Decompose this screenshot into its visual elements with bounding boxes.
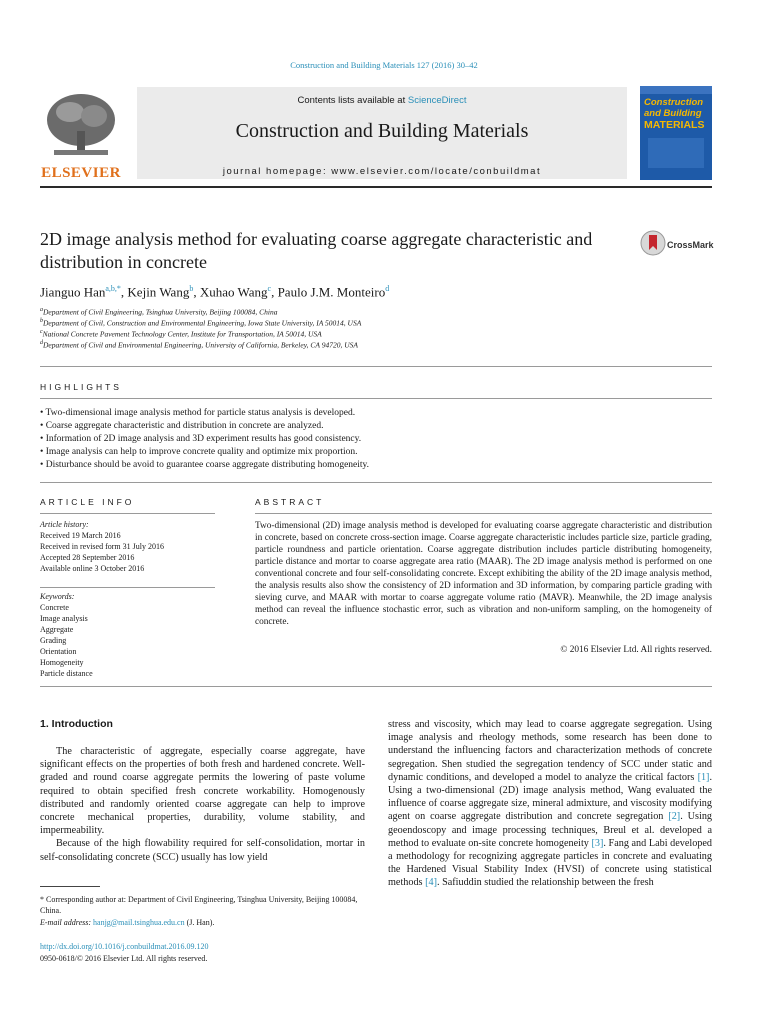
history-line: Accepted 28 September 2016 [40, 553, 135, 562]
section-rule [40, 398, 712, 399]
history-line: Available online 3 October 2016 [40, 564, 145, 573]
keyword: Grading [40, 636, 67, 645]
contents-prefix: Contents lists available at [297, 95, 408, 106]
article-info-rule [40, 513, 215, 514]
section-rule [40, 686, 712, 687]
text-run: . Using geoendoscopy and image processing techniques, Breul et al. developed a method to evaluate on-site concrete homogeneity [388, 811, 713, 849]
reference-link[interactable]: [1] [697, 771, 710, 783]
highlight-text: Two-dimensional image analysis method for particle status analysis is developed. [45, 408, 356, 418]
reference-link[interactable]: [4] [425, 877, 437, 889]
affiliation [40, 307, 278, 317]
affiliation-key: d [40, 340, 43, 346]
history-label: Article history: [40, 520, 89, 529]
author-name[interactable]: Paulo J.M. Monteiro [277, 284, 386, 300]
highlight-text: Coarse aggregate characteristic and distribution in concrete are analyzed. [45, 421, 324, 431]
cover-title-line1: Construction [644, 97, 704, 108]
author-separator: , [271, 284, 278, 300]
body-column-left [40, 745, 365, 864]
history-line: Received 19 March 2016 [40, 531, 121, 540]
history-line: Received in revised form 31 July 2016 [40, 542, 164, 551]
article-info-heading: ARTICLE INFO [40, 497, 135, 507]
keyword: Homogeneity [40, 658, 84, 667]
affiliation [40, 340, 358, 350]
affiliation-text: National Concrete Pavement Technology Center, Institute for Transportation, IA 50014, USA [42, 329, 322, 339]
paragraph [388, 718, 712, 890]
footnote-rule [40, 886, 100, 887]
author-affiliation-ref[interactable]: d [385, 284, 390, 293]
abstract-heading: ABSTRACT [255, 497, 325, 507]
keyword: Particle distance [40, 669, 93, 678]
highlight-text: Information of 2D image analysis and 3D experiment results has good consistency. [45, 434, 362, 444]
abstract-text: Two-dimensional (2D) image analysis method is developed for evaluating coarse aggregate characteristic and distribution in concrete, based on concrete cross-section image. Coarse aggregate characteristic includes particle size, particle grading, particle roundness and particle orientation. Coarse aggregate distribution includes particle distributing homogeneity, particle distance and mortar to coarse aggregate area ratio (MAAR). The 2D image analysis method is performed on one conventional concrete and four self-consolidating concrete. Except exhibiting the ability of the 2D image analysis method, the analysis results also show the consistency of 2D information and 3D information, by comparing particle grading with sieving curve, and MAAR with mortar to coarse aggregate volume ratio (MAVR). Meanwhile, the 2D image analysis method can reveal the influence stochastic error, such as vibration and non-uniform sampling, on the homogeneity of concrete. [255, 521, 712, 627]
affiliation-text: Department of Civil Engineering, Tsinghua University, Beijing 100084, China [43, 307, 278, 317]
email-note [40, 918, 365, 927]
crossmark-icon[interactable] [640, 230, 666, 256]
text-run: . Safiuddin studied the relationship between the fresh [436, 877, 654, 889]
cover-image-area [648, 138, 704, 168]
body-column-right [388, 718, 712, 890]
reference-link[interactable]: [3] [591, 837, 604, 849]
section-rule [40, 482, 712, 483]
affiliation-key: a [40, 307, 43, 313]
author-list [40, 284, 389, 300]
abstract-rule [255, 513, 712, 514]
keyword: Aggregate [40, 625, 74, 634]
affiliation [40, 329, 322, 339]
highlight-item: • Disturbance should be avoid to guarantee coarse aggregate distributing homogeneity. [40, 460, 370, 470]
journal-citation[interactable]: Construction and Building Materials 127 (2016) 30–42 [290, 60, 478, 70]
author-name[interactable]: Xuhao Wang [199, 284, 268, 300]
homepage-prefix: journal homepage: [222, 166, 332, 177]
issn-line: 0950-0618/© 2016 Elsevier Ltd. All rights reserved. [40, 954, 208, 963]
text-run: . Using a two-dimensional (2D) image analysis method, Wang evaluated the influence of coarse aggregate size, mineral admixture, and viscosity modifying agent on coarse aggregate distribution and concrete segregation [388, 771, 712, 823]
highlights-heading: HIGHLIGHTS [40, 382, 122, 392]
email-label: E-mail address: [40, 918, 94, 927]
author-separator: , [120, 284, 128, 300]
highlight-text: Disturbance should be avoid to guarantee coarse aggregate distributing homogeneity. [45, 460, 370, 470]
abstract-copyright: © 2016 Elsevier Ltd. All rights reserved. [560, 645, 712, 655]
journal-homepage [137, 166, 627, 177]
email-suffix: (J. Han). [184, 918, 215, 927]
publisher-name: ELSEVIER [41, 165, 121, 181]
crossmark-label[interactable]: CrossMark [667, 240, 714, 250]
keyword: Orientation [40, 647, 77, 656]
email-link[interactable]: hanjg@mail.tsinghua.edu.cn [93, 918, 185, 927]
author-affiliation-ref[interactable]: c [267, 284, 272, 293]
article-title: 2D image analysis method for evaluating coarse aggregate characteristic and distribution in concrete [40, 229, 593, 272]
journal-cover-thumbnail[interactable] [640, 86, 712, 180]
author-affiliation-ref[interactable]: b [189, 284, 194, 293]
text-run: stress and viscosity, which may lead to coarse aggregate segregation. Using image analysis and rheology methods, some research has been done to understand the influencing factors and characterization methods of concrete segregation. Shen studied the segregation tendency of SCC under static and dynamic conditions, and developed a model to analyze the critical factors [388, 719, 712, 783]
affiliation [40, 318, 361, 328]
corresponding-author-note: * Corresponding author at: Department of Civil Engineering, Tsinghua University, Beijing 100084, China. [40, 895, 358, 915]
highlight-item: • Image analysis can help to improve concrete quality and optimize mix proportion. [40, 447, 358, 457]
reference-link[interactable]: [2] [668, 811, 681, 823]
highlight-item: • Coarse aggregate characteristic and distribution in concrete are analyzed. [40, 421, 324, 431]
affiliation-key: b [40, 318, 43, 324]
highlight-text: Image analysis can help to improve concrete quality and optimize mix proportion. [45, 447, 358, 457]
affiliation-text: Department of Civil and Environmental Engineering, University of California, Berkeley, CA 94720, USA [43, 340, 358, 350]
affiliation-key: c [40, 329, 43, 335]
cover-title-line2: and Building [644, 108, 702, 119]
journal-title: Construction and Building Materials [235, 120, 529, 142]
keyword: Concrete [40, 603, 69, 612]
author-name[interactable]: Jianguo Han [40, 284, 106, 300]
author-name[interactable]: Kejin Wang [127, 284, 190, 300]
keyword: Image analysis [40, 614, 88, 623]
contents-line [137, 95, 627, 106]
highlight-item: • Information of 2D image analysis and 3D experiment results has good consistency. [40, 434, 362, 444]
section-rule [40, 366, 712, 367]
highlight-item: • Two-dimensional image analysis method for particle status analysis is developed. [40, 408, 356, 418]
keywords-rule [40, 587, 215, 588]
doi-link[interactable]: http://dx.doi.org/10.1016/j.conbuildmat.2016.09.120 [40, 942, 209, 951]
cover-title-line3: MATERIALS [644, 119, 705, 131]
sciencedirect-link[interactable]: ScienceDirect [407, 95, 467, 106]
keywords-label: Keywords: [40, 592, 75, 601]
header-rule [40, 186, 712, 188]
paragraph: The characteristic of aggregate, especially coarse aggregate, have significant effects on the properties of both fresh and hardened concrete. Well-graded and round coarse aggregate permits the lowering of paste volume required to obtain specified fresh concrete workability. Homogenously distributed and randomly oriented coarse aggregate can help to improve concrete mechanical properties, durability, volume stability, and impermeability. [40, 746, 365, 837]
introduction-heading: 1. Introduction [40, 718, 113, 730]
author-affiliation-ref[interactable]: a,b,* [105, 284, 121, 293]
homepage-url[interactable]: www.elsevier.com/locate/conbuildmat [331, 166, 542, 177]
author-separator: , [193, 284, 200, 300]
affiliation-text: Department of Civil, Construction and Environmental Engineering, Iowa State University, IA 50014, USA [43, 318, 362, 328]
paragraph: Because of the high flowability required for self-consolidation, mortar in self-consolidating concrete (SCC) usually has low yield [40, 838, 365, 863]
text-run: . Fang and Labi developed a methodology for recognizing aggregate particles in concrete and evaluating the Hardened Visual Stability Index (HVSI) of concrete using statistical methods [388, 837, 712, 889]
cover-top-band [640, 86, 712, 94]
